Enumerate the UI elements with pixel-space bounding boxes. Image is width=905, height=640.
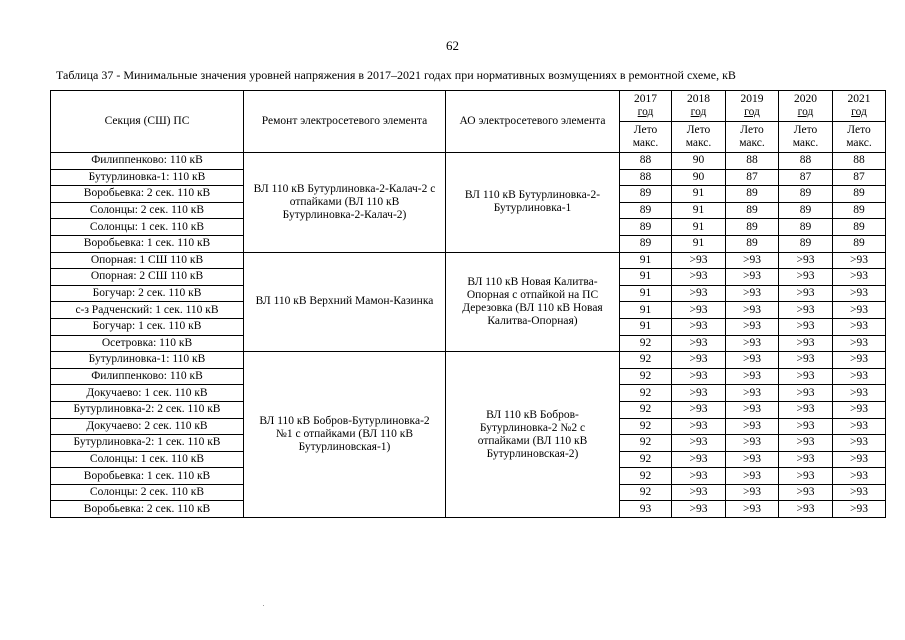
value-cell: >93 xyxy=(833,401,886,418)
header-section: Секция (СШ) ПС xyxy=(51,91,244,153)
value-cell: >93 xyxy=(726,269,779,286)
value-cell: >93 xyxy=(672,269,726,286)
section-cell: Воробьевка: 2 сек. 110 кВ xyxy=(51,501,244,518)
value-cell: 89 xyxy=(620,186,672,203)
value-cell: >93 xyxy=(833,252,886,269)
section-cell: Филиппенково: 110 кВ xyxy=(51,153,244,170)
value-cell: >93 xyxy=(833,484,886,501)
section-cell: Воробьевка: 1 сек. 110 кВ xyxy=(51,235,244,252)
value-cell: >93 xyxy=(833,368,886,385)
value-cell: >93 xyxy=(833,335,886,352)
value-cell: 88 xyxy=(620,169,672,186)
value-cell: >93 xyxy=(779,451,833,468)
table-row xyxy=(51,252,886,269)
value-cell: >93 xyxy=(779,302,833,319)
value-cell: >93 xyxy=(726,468,779,485)
section-cell: Солонцы: 2 сек. 110 кВ xyxy=(51,202,244,219)
header-year-2020: 2020 год xyxy=(779,91,833,122)
value-cell: >93 xyxy=(833,418,886,435)
section-cell: Опорная: 2 СШ 110 кВ xyxy=(51,269,244,286)
table-body xyxy=(51,153,886,518)
value-cell: 87 xyxy=(726,169,779,186)
header-year-2019: 2019 год xyxy=(726,91,779,122)
section-cell: Богучар: 2 сек. 110 кВ xyxy=(51,285,244,302)
section-cell: Воробьевка: 2 сек. 110 кВ xyxy=(51,186,244,203)
value-cell: 89 xyxy=(620,202,672,219)
value-cell: 91 xyxy=(620,285,672,302)
value-cell: >93 xyxy=(833,501,886,518)
value-cell: >93 xyxy=(833,318,886,335)
value-cell: 92 xyxy=(620,385,672,402)
scan-speck xyxy=(263,605,264,606)
value-cell: >93 xyxy=(672,468,726,485)
value-cell: >93 xyxy=(672,418,726,435)
value-cell: >93 xyxy=(779,385,833,402)
repair-cell: ВЛ 110 кВ Верхний Мамон-Казинка xyxy=(244,252,446,352)
value-cell: >93 xyxy=(672,435,726,452)
section-cell: Бутурлиновка-2: 2 сек. 110 кВ xyxy=(51,401,244,418)
value-cell: 88 xyxy=(620,153,672,170)
value-cell: >93 xyxy=(726,285,779,302)
value-cell: >93 xyxy=(672,352,726,369)
value-cell: 88 xyxy=(779,153,833,170)
value-cell: >93 xyxy=(779,352,833,369)
ao-cell: ВЛ 110 кВ Новая Калитва-Опорная с отпайкой на ПС Дерезовка (ВЛ 110 кВ Новая Калитва-Опорная) xyxy=(446,252,620,352)
value-cell: >93 xyxy=(779,484,833,501)
header-year-2021: 2021 год xyxy=(833,91,886,122)
value-cell: 87 xyxy=(779,169,833,186)
value-cell: 92 xyxy=(620,468,672,485)
table-row xyxy=(51,352,886,369)
value-cell: >93 xyxy=(833,468,886,485)
header-year-2018: 2018 год xyxy=(672,91,726,122)
value-cell: 92 xyxy=(620,451,672,468)
value-cell: >93 xyxy=(779,435,833,452)
value-cell: 89 xyxy=(833,202,886,219)
value-cell: >93 xyxy=(833,451,886,468)
value-cell: 93 xyxy=(620,501,672,518)
page-number: 62 xyxy=(446,38,459,53)
value-cell: 89 xyxy=(779,235,833,252)
header-season-2020: Лето макс. xyxy=(779,122,833,153)
value-cell: 89 xyxy=(620,235,672,252)
value-cell: >93 xyxy=(833,269,886,286)
value-cell: >93 xyxy=(672,252,726,269)
section-cell: Докучаево: 1 сек. 110 кВ xyxy=(51,385,244,402)
value-cell: 89 xyxy=(620,219,672,236)
value-cell: 89 xyxy=(779,202,833,219)
section-cell: с-з Радченский: 1 сек. 110 кВ xyxy=(51,302,244,319)
header-ao: АО электросетевого элемента xyxy=(446,91,620,153)
value-cell: 92 xyxy=(620,435,672,452)
value-cell: >93 xyxy=(672,368,726,385)
value-cell: 92 xyxy=(620,484,672,501)
section-cell: Воробьевка: 1 сек. 110 кВ xyxy=(51,468,244,485)
value-cell: >93 xyxy=(726,418,779,435)
value-cell: >93 xyxy=(726,501,779,518)
value-cell: >93 xyxy=(726,335,779,352)
value-cell: 89 xyxy=(833,235,886,252)
value-cell: >93 xyxy=(779,285,833,302)
voltage-table xyxy=(50,90,886,518)
value-cell: >93 xyxy=(726,368,779,385)
value-cell: 92 xyxy=(620,335,672,352)
value-cell: 89 xyxy=(726,235,779,252)
value-cell: >93 xyxy=(779,468,833,485)
value-cell: 92 xyxy=(620,352,672,369)
section-cell: Осетровка: 110 кВ xyxy=(51,335,244,352)
section-cell: Богучар: 1 сек. 110 кВ xyxy=(51,318,244,335)
section-cell: Филиппенково: 110 кВ xyxy=(51,368,244,385)
value-cell: >93 xyxy=(833,385,886,402)
value-cell: >93 xyxy=(726,252,779,269)
value-cell: 92 xyxy=(620,368,672,385)
value-cell: >93 xyxy=(672,401,726,418)
value-cell: 91 xyxy=(620,269,672,286)
section-cell: Бутурлиновка-2: 1 сек. 110 кВ xyxy=(51,435,244,452)
value-cell: >93 xyxy=(779,401,833,418)
header-year-2017: 2017 год xyxy=(620,91,672,122)
value-cell: >93 xyxy=(672,302,726,319)
table-row xyxy=(51,153,886,170)
value-cell: 88 xyxy=(833,153,886,170)
value-cell: 89 xyxy=(726,186,779,203)
section-cell: Бутурлиновка-1: 110 кВ xyxy=(51,169,244,186)
repair-cell: ВЛ 110 кВ Бобров-Бутурлиновка-2 №1 с отпайками (ВЛ 110 кВ Бутурлиновская-1) xyxy=(244,352,446,518)
value-cell: 89 xyxy=(779,186,833,203)
value-cell: >93 xyxy=(833,435,886,452)
value-cell: 91 xyxy=(620,302,672,319)
value-cell: 92 xyxy=(620,401,672,418)
section-cell: Опорная: 1 СШ 110 кВ xyxy=(51,252,244,269)
value-cell: >93 xyxy=(672,385,726,402)
value-cell: >93 xyxy=(726,385,779,402)
value-cell: 91 xyxy=(620,252,672,269)
header-season-2019: Лето макс. xyxy=(726,122,779,153)
value-cell: >93 xyxy=(726,302,779,319)
value-cell: >93 xyxy=(726,435,779,452)
value-cell: 92 xyxy=(620,418,672,435)
value-cell: >93 xyxy=(672,451,726,468)
header-repair: Ремонт электросетевого элемента xyxy=(244,91,446,153)
value-cell: >93 xyxy=(779,252,833,269)
section-cell: Солонцы: 1 сек. 110 кВ xyxy=(51,451,244,468)
value-cell: >93 xyxy=(779,269,833,286)
header-season-2018: Лето макс. xyxy=(672,122,726,153)
value-cell: >93 xyxy=(833,352,886,369)
value-cell: 89 xyxy=(726,219,779,236)
value-cell: 91 xyxy=(672,186,726,203)
value-cell: >93 xyxy=(726,484,779,501)
section-cell: Солонцы: 1 сек. 110 кВ xyxy=(51,219,244,236)
value-cell: >93 xyxy=(779,318,833,335)
value-cell: >93 xyxy=(726,352,779,369)
value-cell: 87 xyxy=(833,169,886,186)
value-cell: >93 xyxy=(779,368,833,385)
value-cell: 88 xyxy=(726,153,779,170)
value-cell: 91 xyxy=(672,235,726,252)
value-cell: >93 xyxy=(726,451,779,468)
value-cell: 89 xyxy=(779,219,833,236)
table-caption: Таблица 37 - Минимальные значения уровней напряжения в 2017–2021 годах при нормативных возмущениях в ремонтной схеме, кВ xyxy=(56,68,736,82)
value-cell: 91 xyxy=(672,219,726,236)
value-cell: >93 xyxy=(672,335,726,352)
value-cell: >93 xyxy=(833,285,886,302)
value-cell: >93 xyxy=(672,484,726,501)
value-cell: >93 xyxy=(779,335,833,352)
value-cell: >93 xyxy=(726,401,779,418)
section-cell: Докучаево: 2 сек. 110 кВ xyxy=(51,418,244,435)
value-cell: >93 xyxy=(672,285,726,302)
section-cell: Солонцы: 2 сек. 110 кВ xyxy=(51,484,244,501)
value-cell: >93 xyxy=(833,302,886,319)
value-cell: 89 xyxy=(833,186,886,203)
value-cell: >93 xyxy=(672,318,726,335)
value-cell: >93 xyxy=(672,501,726,518)
value-cell: 91 xyxy=(620,318,672,335)
value-cell: >93 xyxy=(779,418,833,435)
header-season-2021: Лето макс. xyxy=(833,122,886,153)
repair-cell: ВЛ 110 кВ Бутурлиновка-2-Калач-2 с отпайками (ВЛ 110 кВ Бутурлиновка-2-Калач-2) xyxy=(244,153,446,253)
value-cell: 89 xyxy=(833,219,886,236)
value-cell: 90 xyxy=(672,153,726,170)
value-cell: 91 xyxy=(672,202,726,219)
value-cell: >93 xyxy=(726,318,779,335)
value-cell: >93 xyxy=(779,501,833,518)
value-cell: 89 xyxy=(726,202,779,219)
value-cell: 90 xyxy=(672,169,726,186)
header-season-2017: Лето макс. xyxy=(620,122,672,153)
ao-cell: ВЛ 110 кВ Бутурлиновка-2-Бутурлиновка-1 xyxy=(446,153,620,253)
ao-cell: ВЛ 110 кВ Бобров-Бутурлиновка-2 №2 с отпайками (ВЛ 110 кВ Бутурлиновская-2) xyxy=(446,352,620,518)
section-cell: Бутурлиновка-1: 110 кВ xyxy=(51,352,244,369)
